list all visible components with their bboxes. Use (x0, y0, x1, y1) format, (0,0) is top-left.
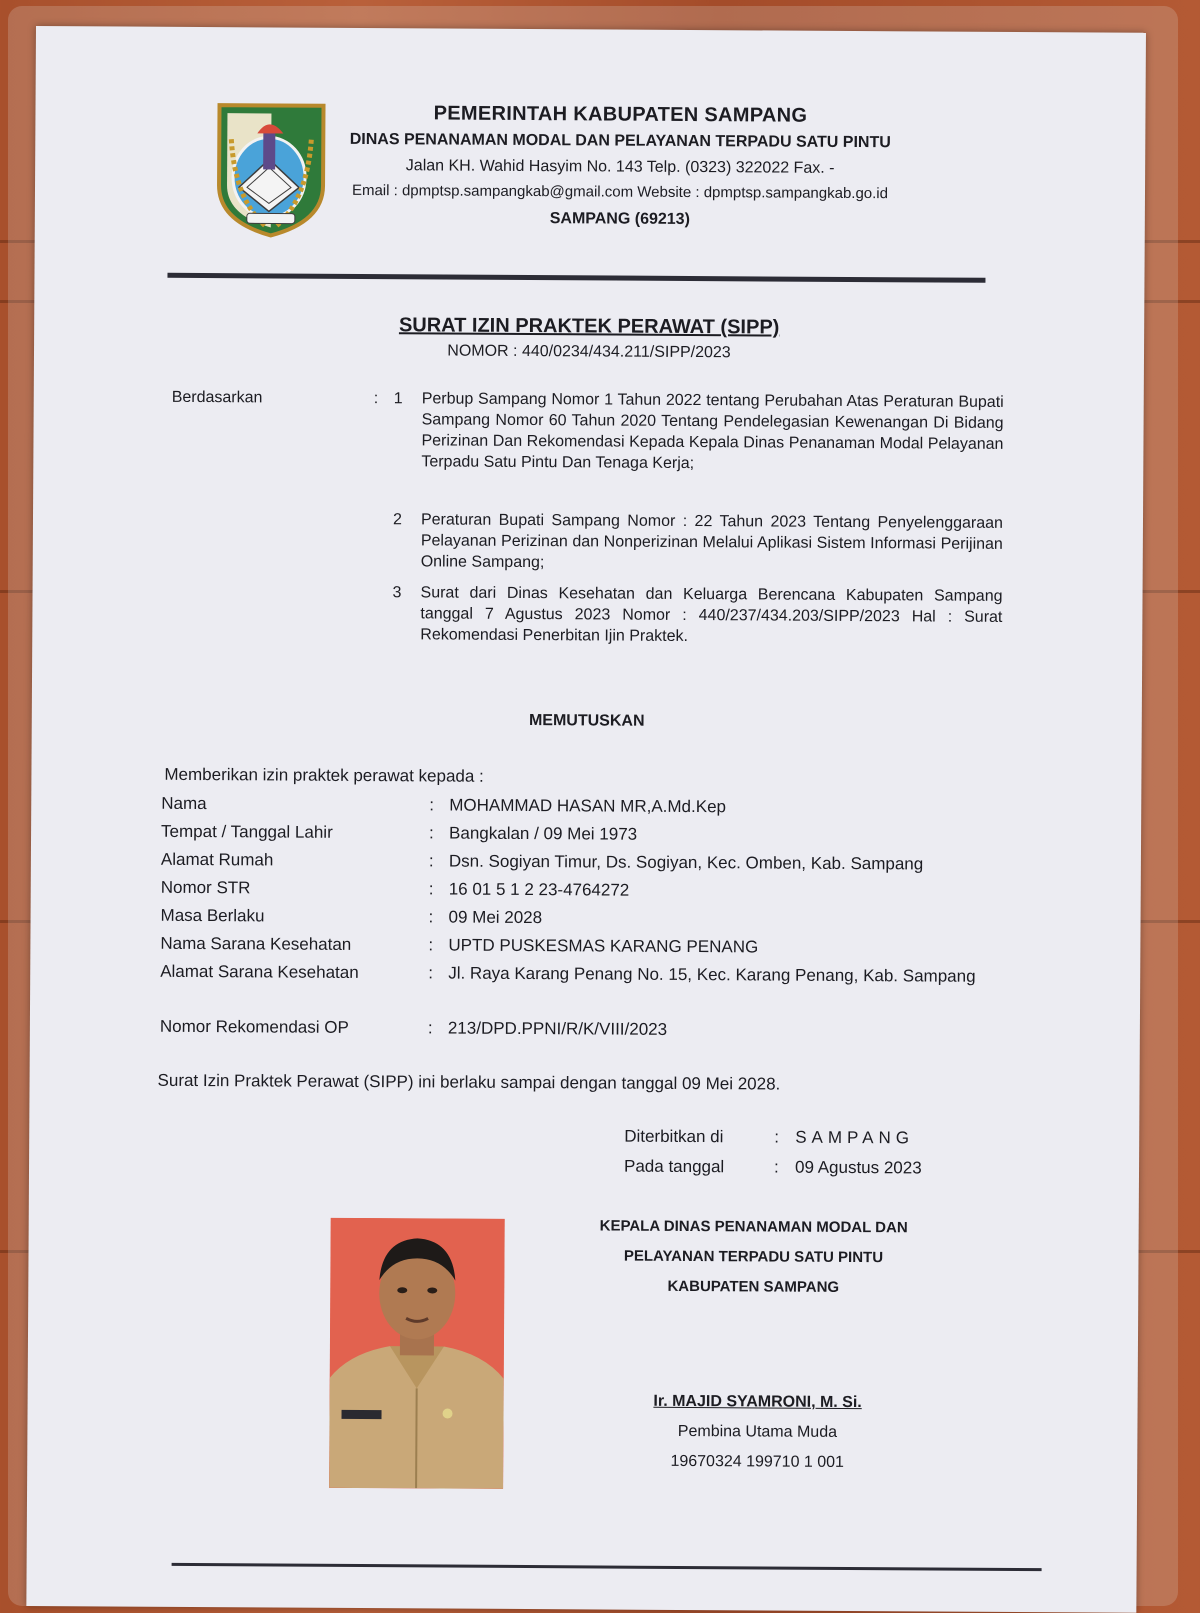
field-value: Dsn. Sogiyan Timur, Ds. Sogiyan, Kec. Omben, Kab. Sampang (448, 851, 924, 874)
field-label: Masa Berlaku (160, 905, 265, 926)
consideration-item (393, 509, 1003, 576)
consideration-item (392, 582, 1003, 670)
field-label: Tempat / Tanggal Lahir (161, 821, 333, 842)
signatory-title-line: KABUPATEN SAMPANG (667, 1277, 840, 1296)
field-value: 09 Mei 2028 (448, 907, 543, 928)
issued-date-label: Pada tanggal (623, 1156, 725, 1177)
field-colon: : (428, 963, 434, 983)
field-colon: : (429, 795, 435, 815)
field-label: Nama Sarana Kesehatan (160, 933, 352, 954)
signatory-rank: Pembina Utama Muda (677, 1422, 838, 1441)
issued-date-colon: : (773, 1157, 779, 1177)
holder-portrait-photo (329, 1218, 505, 1489)
consideration-text: Peraturan Bupati Sampang Nomor : 22 Tahun 2023 Tentang Penyelenggaraan Pelayanan Perizinan dan Nonperizinan Melalui Aplikasi Sistem Informasi Perijinan Online Sampang; (420, 511, 1004, 572)
header-address: Jalan KH. Wahid Hasyim No. 143 Telp. (0323) 322022 Fax. - (405, 157, 835, 177)
signatory-title-line: PELAYANAN TERPADU SATU PINTU (623, 1247, 884, 1267)
field-colon: : (428, 907, 434, 927)
regency-crest-icon (211, 99, 332, 240)
signatory-name: Ir. MAJID SYAMRONI, M. Si. (653, 1392, 862, 1412)
decision-heading: MEMUTUSKAN (528, 712, 645, 730)
issued-place-colon: : (774, 1127, 780, 1147)
field-value: Jl. Raya Karang Penang No. 15, Kec. Karang Penang, Kab. Sampang (448, 963, 976, 986)
field-colon: : (428, 851, 434, 871)
considerations-colon: : (373, 390, 379, 408)
field-label: Alamat Rumah (160, 849, 274, 870)
consideration-number: 1 (393, 390, 403, 408)
header-contact: Email : dpmptsp.sampangkab@gmail.com Website : dpmptsp.sampangkab.go.id (351, 181, 889, 203)
field-value: Bangkalan / 09 Mei 1973 (449, 823, 638, 844)
field-label: Nomor Rekomendasi OP (159, 1016, 349, 1037)
field-label: Nomor STR (160, 877, 251, 898)
portrait-illustration (329, 1218, 505, 1489)
considerations-label: Berdasarkan (171, 388, 263, 407)
field-value: UPTD PUSKESMAS KARANG PENANG (448, 935, 759, 957)
decision-intro: Memberikan izin praktek perawat kepada : (164, 764, 484, 786)
signatory-nip: 19670324 199710 1 001 (670, 1452, 845, 1471)
header-divider (167, 273, 985, 283)
field-value: MOHAMMAD HASAN MR,A.Md.Kep (449, 795, 727, 817)
field-label: Alamat Sarana Kesehatan (160, 961, 359, 982)
consideration-number: 2 (392, 511, 402, 529)
validity-statement: Surat Izin Praktek Perawat (SIPP) ini berlaku sampai dengan tanggal 09 Mei 2028. (157, 1070, 781, 1094)
issued-place-value: SAMPANG (795, 1127, 915, 1148)
field-value: 213/DPD.PPNI/R/K/VIII/2023 (447, 1018, 668, 1039)
field-colon: : (428, 935, 434, 955)
document-number: NOMOR : 440/0234/434.211/SIPP/2023 (447, 342, 731, 362)
field-row-recommendation (159, 1014, 1030, 1039)
consideration-number: 3 (392, 584, 402, 602)
document-title: SURAT IZIN PRAKTEK PERAWAT (SIPP) (398, 314, 780, 339)
header-government: PEMERINTAH KABUPATEN SAMPANG (433, 102, 808, 127)
issued-date-value: 09 Agustus 2023 (794, 1157, 922, 1178)
field-colon: : (429, 823, 434, 843)
field-row-nama (161, 791, 1031, 817)
field-value: 16 01 5 1 2 23-4764272 (448, 879, 630, 900)
consideration-text: Surat dari Dinas Kesehatan dan Keluarga Berencana Kabupaten Sampang tanggal 7 Agustus 2023 Nomor : 440/237/434.203/SIPP/2023 Hal : Surat Rekomendasi Penerbitan Ijin Praktek. (420, 584, 1003, 645)
consideration-text: Perbup Sampang Nomor 1 Tahun 2022 tentang Perubahan Atas Peraturan Bupati Sampang Nomor 60 Tahun 2020 Tentang Pendelegasian Kewenangan Di Bidang Perizinan Dan Rekomendasi Kepada Kepala Dinas Penanaman Modal Pelayanan Terpadu Satu Pintu Dan Tenaga Kerja; (421, 390, 1004, 473)
signatory-title-line: KEPALA DINAS PENANAMAN MODAL DAN (599, 1217, 908, 1237)
field-label: Nama (161, 793, 207, 814)
signatory-title (538, 1211, 969, 1304)
header-agency: DINAS PENANAMAN MODAL DAN PELAYANAN TERPADU SATU PINTU (349, 130, 891, 152)
permit-document (26, 26, 1146, 1613)
header-city: SAMPANG (69213) (549, 210, 690, 228)
issued-place-label: Diterbitkan di (624, 1126, 724, 1147)
consideration-item (393, 388, 1004, 497)
field-colon: : (428, 879, 434, 899)
field-colon: : (427, 1018, 433, 1038)
footer-divider (172, 1563, 1042, 1571)
